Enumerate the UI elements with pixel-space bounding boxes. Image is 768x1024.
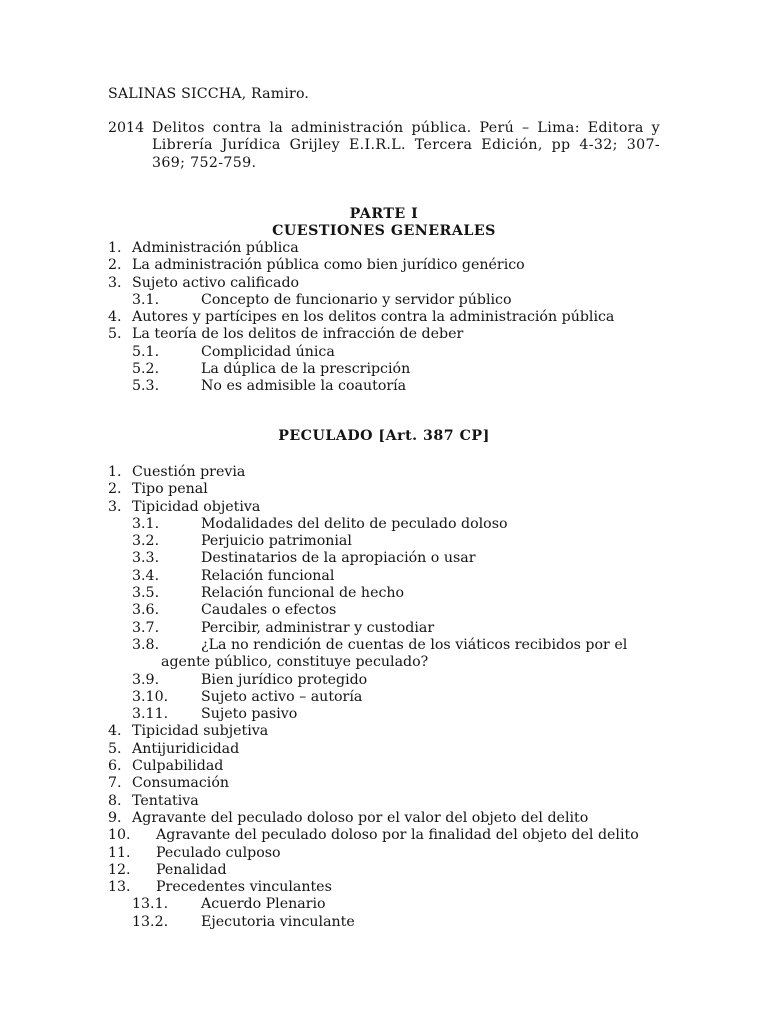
peculado-list: [108, 464, 668, 931]
list-subitem: 3.11. Sujeto pasivo: [132, 706, 298, 723]
list-item: 1. Administración pública: [108, 240, 299, 256]
list-item: 3. Tipicidad objetiva: [108, 498, 261, 515]
list-item: 11. Peculado culposo: [108, 844, 281, 861]
list-subitem: 3.3. Destinatarios de la apropiación o usar: [132, 550, 476, 567]
list-subitem: 3.8. ¿La no rendición de cuentas de los viáticos recibidos por el agente público, constituye peculado?: [132, 636, 628, 671]
list-subitem: 3.10. Sujeto activo – autoría: [132, 688, 363, 705]
list-item: 4. Tipicidad subjetiva: [108, 723, 269, 740]
list-item: 13. Precedentes vinculantes: [108, 879, 332, 896]
list-subitem: 3.1. Concepto de funcionario y servidor público: [132, 291, 512, 308]
list-subitem: 3.7. Percibir, administrar y custodiar: [132, 619, 435, 636]
list-subitem: 3.5. Relación funcional de hecho: [132, 585, 405, 602]
reference-year: 2014: [108, 120, 145, 136]
list-subitem: 3.4. Relación funcional: [132, 567, 335, 584]
list-item: 3. Sujeto activo calificado: [108, 274, 300, 291]
list-item: 8. Tentativa: [108, 792, 199, 809]
list-item: 10. Agravante del peculado doloso por la finalidad del objeto del delito: [108, 827, 639, 844]
peculado-title: PECULADO [Art. 387 CP]: [278, 428, 490, 444]
list-item: 5. Antijuridicidad: [108, 740, 240, 757]
list-item: 12. Penalidad: [108, 861, 227, 878]
list-subitem: 5.3. No es admisible la coautoría: [132, 378, 407, 395]
list-item: 5. La teoría de los delitos de infracción de deber: [108, 326, 464, 343]
parte-subtitle: CUESTIONES GENERALES: [272, 223, 496, 239]
list-subitem: 3.6. Caudales o efectos: [132, 602, 337, 619]
list-subitem: 5.2. La dúplica de la prescripción: [132, 361, 411, 378]
list-subitem: 3.1. Modalidades del delito de peculado doloso: [132, 515, 508, 532]
list-item: 2. Tipo penal: [108, 481, 208, 498]
list-item: 6. Culpabilidad: [108, 758, 224, 775]
list-item: 9. Agravante del peculado doloso por el valor del objeto del delito: [108, 809, 589, 826]
bibliographic-reference: [108, 120, 660, 172]
list-subitem: 3.9. Bien jurídico protegido: [132, 671, 368, 688]
parte-title: PARTE I: [349, 206, 419, 222]
list-subitem: 13.1. Acuerdo Plenario: [132, 896, 326, 913]
list-item: 4. Autores y partícipes en los delitos contra la administración pública: [108, 309, 615, 326]
list-item: 7. Consumación: [108, 775, 230, 792]
list-item: 2. La administración pública como bien jurídico genérico: [108, 257, 525, 274]
cuestiones-generales-list: [108, 240, 668, 396]
list-subitem: 3.2. Perjuicio patrimonial: [132, 533, 352, 550]
list-item: 1. Cuestión previa: [108, 464, 246, 480]
reference-text: Delitos contra la administración pública. Perú – Lima: Editora y Librería Jurídica Grijley E.I.R.L. Tercera Edición, pp 4-32; 307-369; 752-759.: [152, 120, 660, 171]
list-subitem: 5.1. Complicidad única: [132, 343, 335, 360]
author-name: SALINAS SICCHA, Ramiro.: [108, 86, 310, 102]
list-subitem: 13.2. Ejecutoria vinculante: [132, 913, 355, 930]
